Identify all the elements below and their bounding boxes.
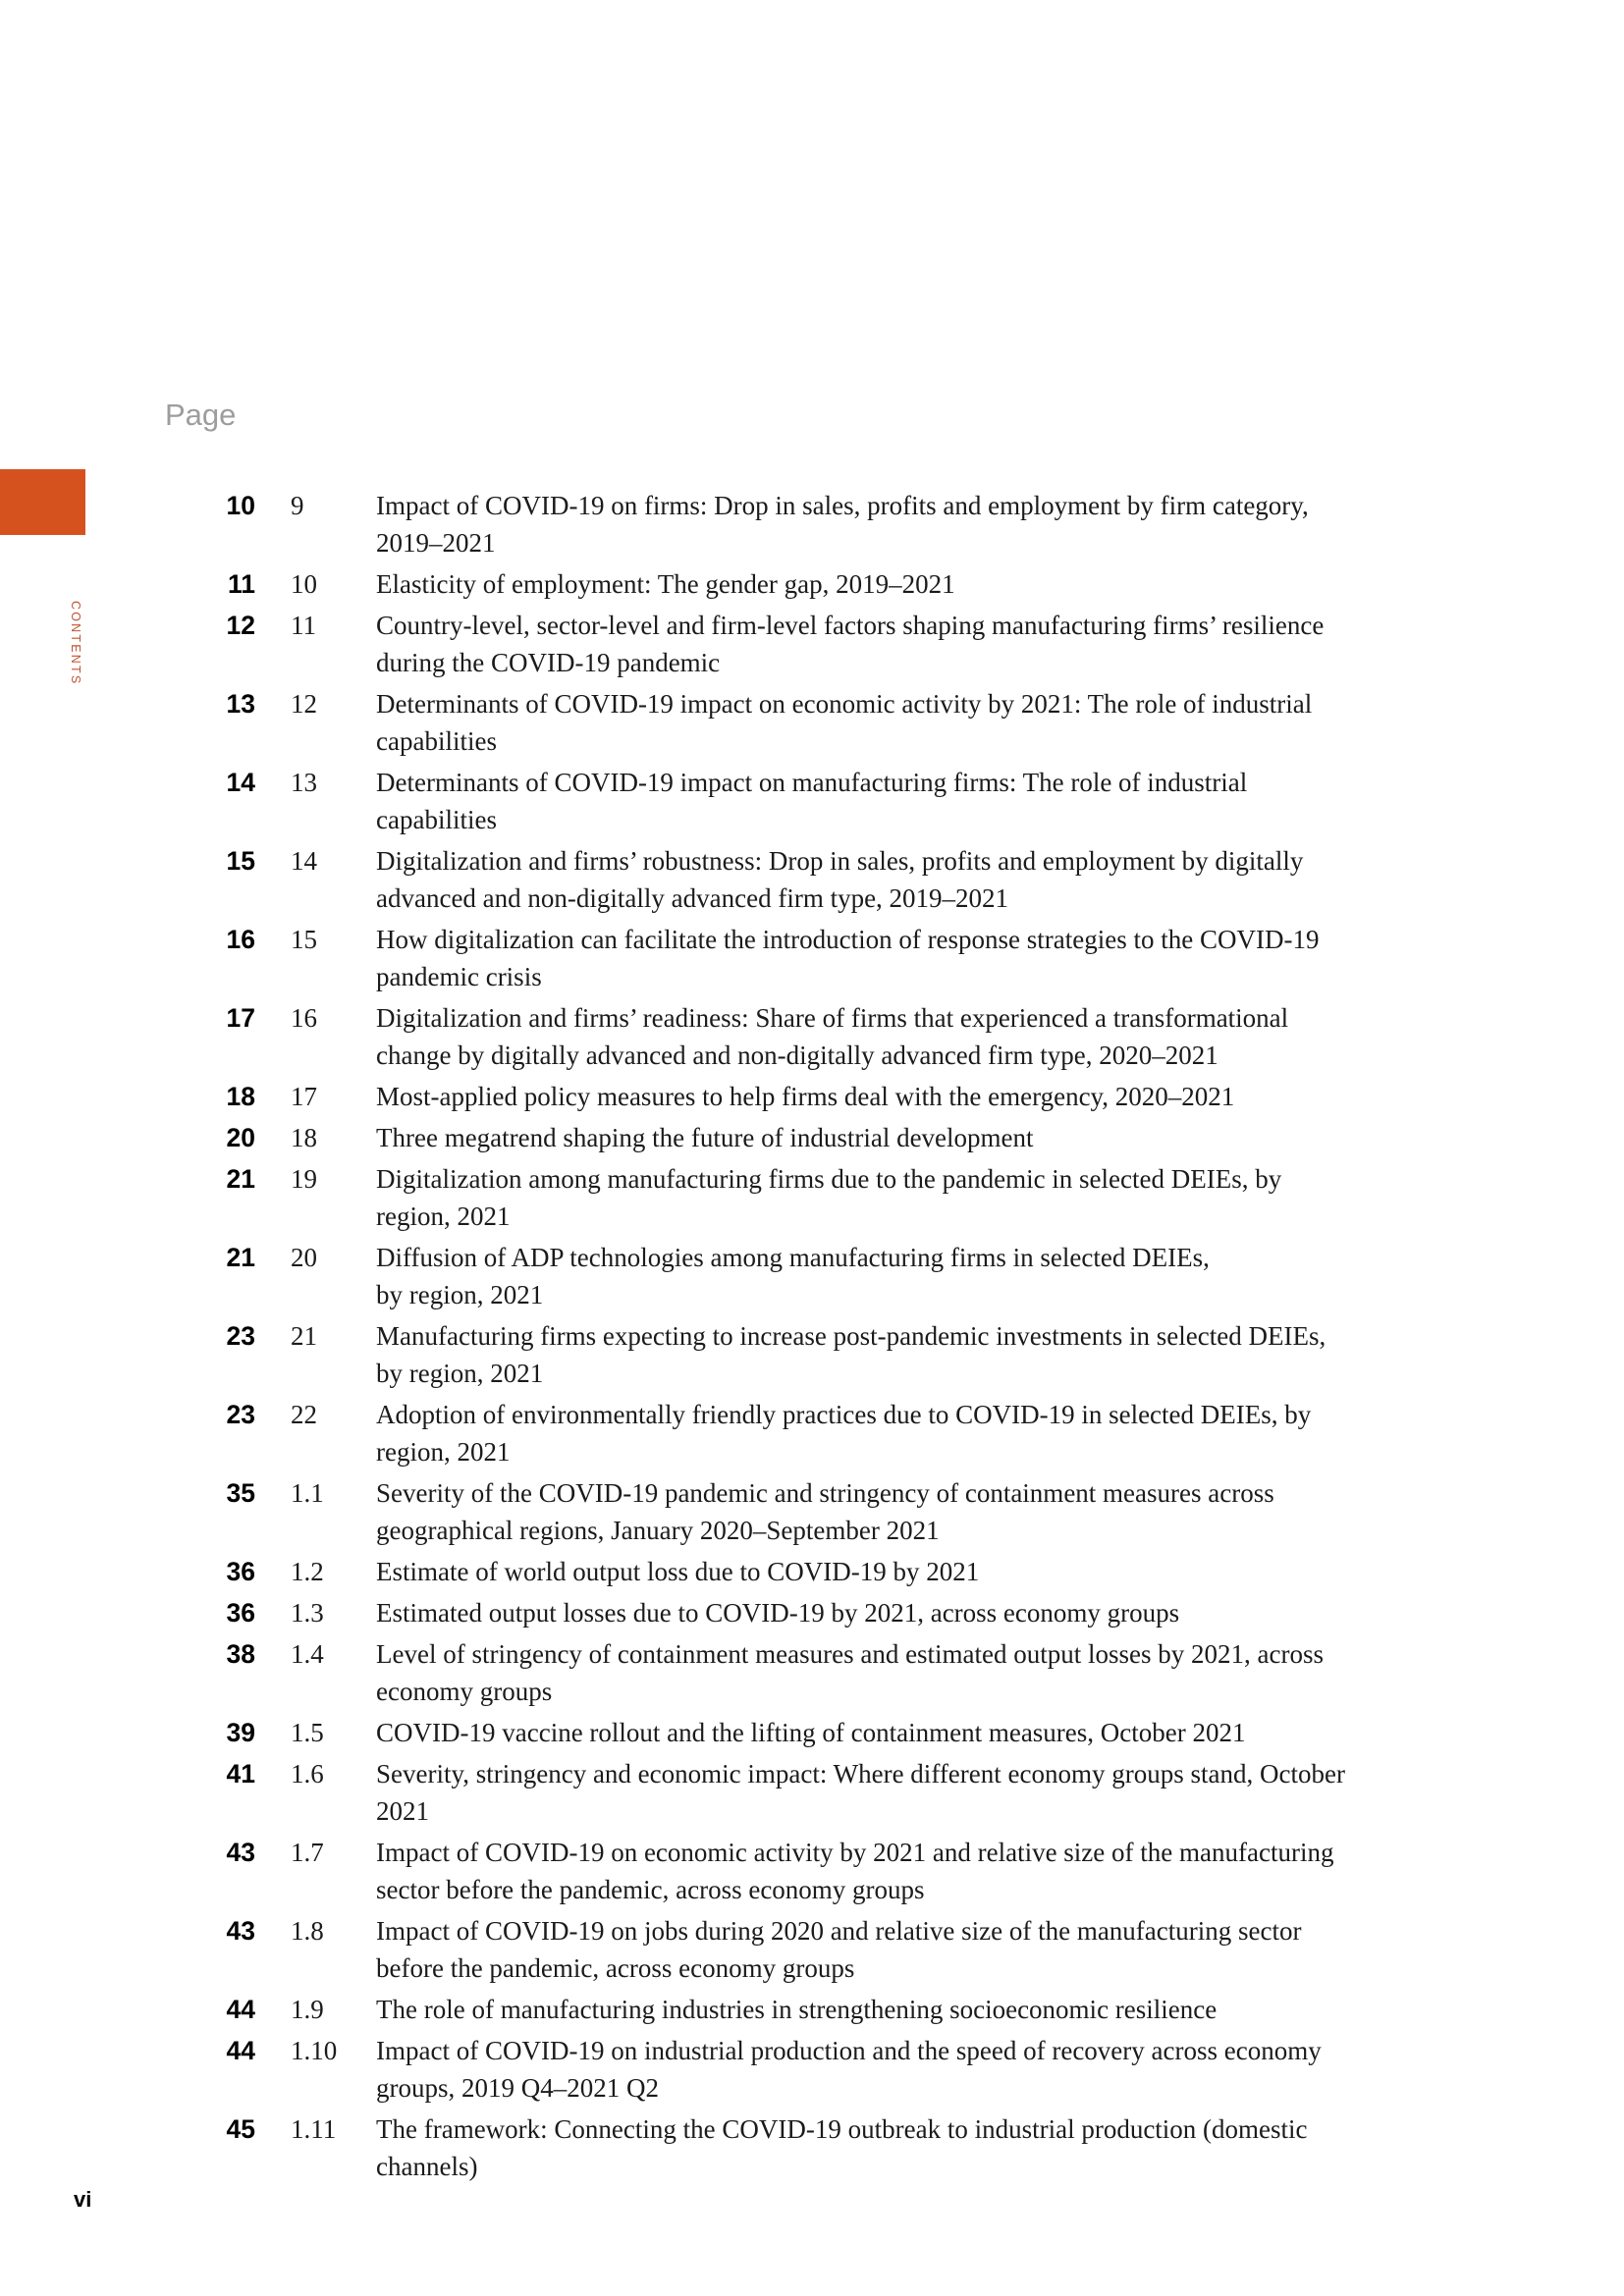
entry-page-number: 23 [226,1321,255,1351]
toc-entry[interactable] [221,1239,1458,1313]
entry-title-line: Estimate of world output loss due to COVID-19 by 2021 [376,1557,980,1586]
entry-title-line: The framework: Connecting the COVID-19 outbreak to industrial production (domestic [376,2114,1308,2144]
entry-page-number: 11 [227,569,255,599]
toc-entry[interactable] [221,1912,1458,1987]
entry-page-number: 23 [226,1400,255,1429]
entry-title-line: Digitalization and firms’ robustness: Drop in sales, profits and employment by digitally [376,846,1304,876]
entry-figure-number: 15 [291,925,317,954]
toc-entry[interactable] [221,921,1458,995]
page-number-footer: vi [74,2187,92,2212]
entry-figure-number: 1.8 [291,1916,324,1946]
toc-entry[interactable] [221,1834,1458,1908]
entry-figure-number: 1.4 [291,1639,324,1669]
entry-title [376,565,1458,603]
entry-title-line: Impact of COVID-19 on jobs during 2020 and relative size of the manufacturing sector [376,1916,1302,1946]
entry-figure-number: 13 [291,768,317,797]
entry-title-line: Impact of COVID-19 on economic activity by 2021 and relative size of the manufacturing [376,1838,1334,1867]
entry-title [376,921,1458,995]
entry-page-number: 43 [226,1916,255,1946]
entry-title-line: Impact of COVID-19 on firms: Drop in sales, profits and employment by firm category, [376,491,1309,520]
entry-page-number: 20 [226,1123,255,1152]
entry-figure-number: 21 [291,1321,317,1351]
entry-title [376,1078,1458,1115]
entry-title-line: Determinants of COVID-19 impact on economic activity by 2021: The role of industrial [376,689,1313,719]
entry-title [376,1991,1458,2028]
entry-title [376,1396,1458,1470]
entry-title [376,999,1458,1074]
entry-title-line: Digitalization among manufacturing firms due to the pandemic in selected DEIEs, by [376,1164,1282,1194]
entry-title-line: capabilities [376,805,497,834]
entry-title [376,1912,1458,1987]
entry-title-line: capabilities [376,726,497,756]
entry-page-number: 15 [226,846,255,876]
toc-entry[interactable] [221,1635,1458,1710]
entry-title [376,1755,1458,1830]
chapter-tab [0,469,85,535]
page-column-header: Page [165,398,237,432]
entry-title-line: Three megatrend shaping the future of industrial development [376,1123,1034,1152]
entry-page-number: 44 [226,2036,255,2065]
entry-figure-number: 1.5 [291,1718,324,1747]
entry-page-number: 18 [226,1082,255,1111]
entry-page-number: 36 [226,1598,255,1628]
entry-title-line: during the COVID-19 pandemic [376,648,721,677]
entry-title-line: sector before the pandemic, across economy groups [376,1875,925,1904]
entry-figure-number: 1.6 [291,1759,324,1789]
entry-figure-number: 19 [291,1164,317,1194]
entry-figure-number: 1.9 [291,1995,324,2024]
entry-title-line: Determinants of COVID-19 impact on manufacturing firms: The role of industrial [376,768,1248,797]
toc-entry[interactable] [221,2032,1458,2107]
toc-entry[interactable] [221,1160,1458,1235]
entry-title-line: channels) [376,2152,478,2181]
entry-page-number: 16 [226,925,255,954]
toc-entry[interactable] [221,999,1458,1074]
entry-page-number: 45 [226,2114,255,2144]
toc-entry[interactable] [221,1474,1458,1549]
entry-title [376,1239,1458,1313]
entry-title [376,1635,1458,1710]
entry-page-number: 17 [226,1003,255,1033]
entry-title [376,607,1458,681]
entry-title-line: Country-level, sector-level and firm-level factors shaping manufacturing firms’ resilience [376,611,1325,640]
toc-entry[interactable] [221,1714,1458,1751]
entry-title-line: Diffusion of ADP technologies among manufacturing firms in selected DEIEs, [376,1243,1210,1272]
entry-page-number: 38 [226,1639,255,1669]
entry-title [376,685,1458,760]
entry-title [376,2032,1458,2107]
toc-entry[interactable] [221,685,1458,760]
entry-figure-number: 16 [291,1003,317,1033]
entry-figure-number: 1.1 [291,1478,324,1508]
entry-title [376,1834,1458,1908]
entry-title [376,1474,1458,1549]
entry-title-line: COVID-19 vaccine rollout and the lifting of containment measures, October 2021 [376,1718,1246,1747]
entry-page-number: 44 [226,1995,255,2024]
toc-entry[interactable] [221,1317,1458,1392]
entry-title [376,764,1458,838]
entry-title-line: Adoption of environmentally friendly practices due to COVID-19 in selected DEIEs, by [376,1400,1312,1429]
entry-title-line: economy groups [376,1677,553,1706]
toc-entry[interactable] [221,1991,1458,2028]
entry-title-line: advanced and non-digitally advanced firm type, 2019–2021 [376,883,1009,913]
entry-title-line: pandemic crisis [376,962,542,991]
toc-entry[interactable] [221,607,1458,681]
entry-title [376,1317,1458,1392]
entry-title-line: geographical regions, January 2020–September 2021 [376,1516,940,1545]
toc-entry[interactable] [221,842,1458,917]
entry-title-line: region, 2021 [376,1437,511,1467]
entry-title-line: Digitalization and firms’ readiness: Share of firms that experienced a transformational [376,1003,1289,1033]
entry-title-line: The role of manufacturing industries in strengthening socioeconomic resilience [376,1995,1218,2024]
entry-figure-number: 12 [291,689,317,719]
entry-figure-number: 1.10 [291,2036,338,2065]
toc-entry[interactable] [221,1553,1458,1590]
entry-title-line: region, 2021 [376,1201,511,1231]
figures-list [221,487,1458,2189]
entry-page-number: 36 [226,1557,255,1586]
entry-title-line: by region, 2021 [376,1280,544,1309]
toc-entry[interactable] [221,2110,1458,2185]
entry-title-line: Manufacturing firms expecting to increase post-pandemic investments in selected DEIEs, [376,1321,1326,1351]
toc-entry[interactable] [221,565,1458,603]
entry-title [376,1553,1458,1590]
entry-title [376,1594,1458,1631]
entry-page-number: 41 [226,1759,255,1789]
entry-page-number: 21 [226,1164,255,1194]
entry-figure-number: 1.2 [291,1557,324,1586]
entry-title-line: 2021 [376,1796,429,1826]
entry-figure-number: 9 [291,491,304,520]
entry-page-number: 21 [226,1243,255,1272]
entry-title-line: Elasticity of employment: The gender gap, 2019–2021 [376,569,955,599]
entry-title-line: Severity of the COVID-19 pandemic and stringency of containment measures across [376,1478,1274,1508]
entry-title [376,2110,1458,2185]
entry-page-number: 35 [226,1478,255,1508]
entry-title-line: by region, 2021 [376,1359,544,1388]
entry-page-number: 39 [226,1718,255,1747]
entry-figure-number: 17 [291,1082,317,1111]
entry-figure-number: 20 [291,1243,317,1272]
entry-title-line: Severity, stringency and economic impact: Where different economy groups stand, October [376,1759,1345,1789]
entry-figure-number: 22 [291,1400,317,1429]
entry-title [376,842,1458,917]
entry-title-line: Most-applied policy measures to help firms deal with the emergency, 2020–2021 [376,1082,1235,1111]
entry-title-line: before the pandemic, across economy groups [376,1953,855,1983]
entry-title-line: How digitalization can facilitate the introduction of response strategies to the COVID-19 [376,925,1320,954]
entry-figure-number: 1.7 [291,1838,324,1867]
entry-title [376,487,1458,561]
entry-title-line: Estimated output losses due to COVID-19 by 2021, across economy groups [376,1598,1180,1628]
entry-title-line: Level of stringency of containment measures and estimated output losses by 2021, across [376,1639,1325,1669]
entry-figure-number: 18 [291,1123,317,1152]
entry-page-number: 12 [226,611,255,640]
entry-title-line: 2019–2021 [376,528,496,558]
entry-figure-number: 1.11 [291,2114,337,2144]
entry-page-number: 13 [226,689,255,719]
entry-figure-number: 10 [291,569,317,599]
toc-entry[interactable] [221,1396,1458,1470]
toc-entry[interactable] [221,1078,1458,1115]
entry-title [376,1119,1458,1156]
entry-page-number: 43 [226,1838,255,1867]
entry-title [376,1160,1458,1235]
entry-figure-number: 1.3 [291,1598,324,1628]
toc-entry[interactable] [221,487,1458,561]
toc-entry[interactable] [221,1755,1458,1830]
entry-title [376,1714,1458,1751]
contents-vertical-label: CONTENTS [69,601,82,686]
toc-entry[interactable] [221,764,1458,838]
entry-figure-number: 11 [291,611,316,640]
entry-title-line: Impact of COVID-19 on industrial production and the speed of recovery across economy [376,2036,1322,2065]
entry-page-number: 14 [226,768,255,797]
entry-title-line: groups, 2019 Q4–2021 Q2 [376,2073,659,2103]
entry-figure-number: 14 [291,846,317,876]
entry-page-number: 10 [226,491,255,520]
entry-title-line: change by digitally advanced and non-digitally advanced firm type, 2020–2021 [376,1041,1218,1070]
toc-entry[interactable] [221,1119,1458,1156]
toc-entry[interactable] [221,1594,1458,1631]
